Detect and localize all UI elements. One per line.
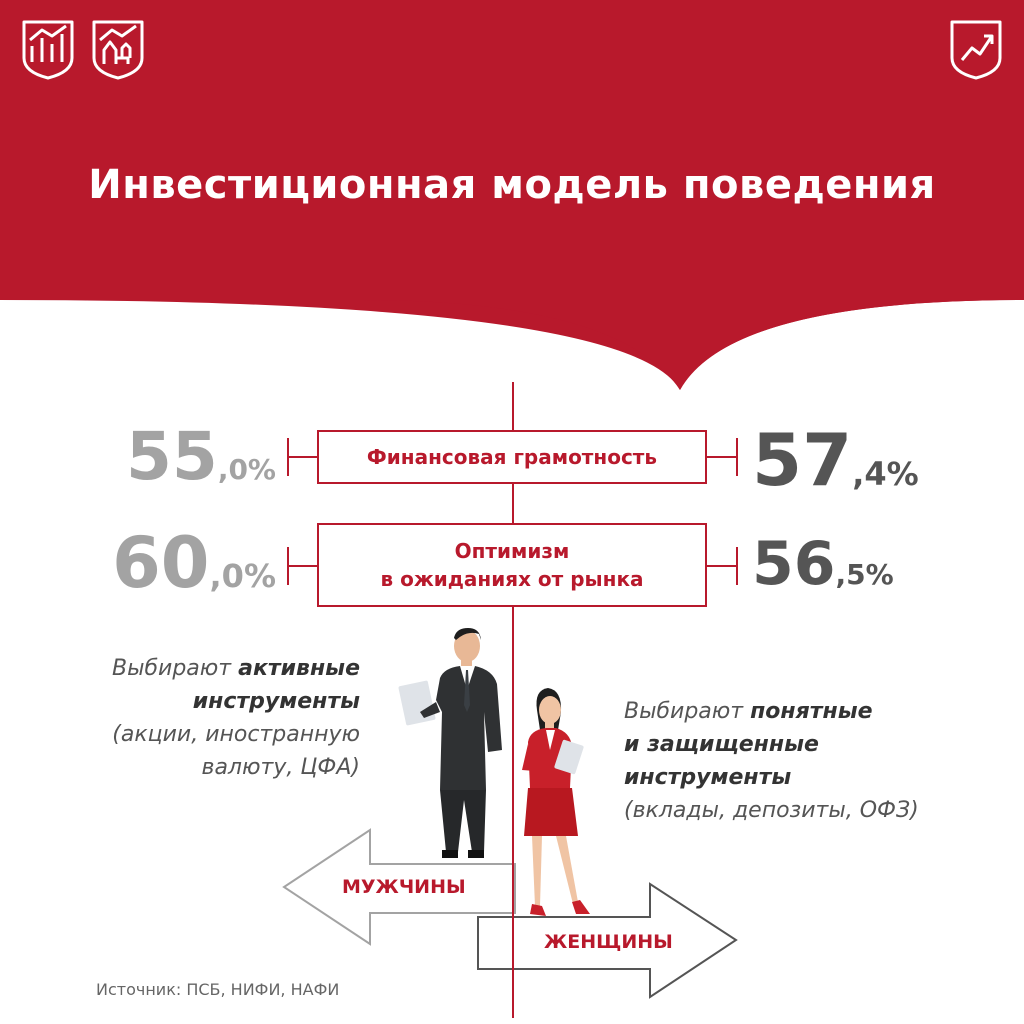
women-literacy-value [752,418,982,502]
men-arrow-label: МУЖЧИНЫ [342,876,466,898]
men-optimism-dec: ,0% [209,557,276,595]
men-desc-line4: валюту, ЦФА) [201,755,360,780]
women-literacy-dec: ,4% [852,455,919,493]
man-illustration [398,628,502,858]
metric-label-optimism [318,524,706,606]
women-literacy-int: 57 [752,418,853,502]
metric-literacy-text: Финансовая грамотность [366,445,658,469]
men-desc-line3: (акции, иностранную [112,722,360,747]
men-desc-prefix: Выбирают [112,656,232,681]
metric-label-literacy [318,431,706,483]
source-note: Источник: ПСБ, НИФИ, НАФИ [96,980,340,999]
women-optimism-int: 56 [752,529,836,599]
men-literacy-dec: ,0% [217,453,276,486]
women-desc-line4: (вклады, депозиты, ОФЗ) [624,798,919,823]
women-desc-bold-2: и защищенные [624,732,819,757]
men-desc-bold-2: инструменты [192,689,360,714]
women-desc-prefix: Выбирают [624,699,744,724]
men-desc-bold-1: активные [238,656,360,681]
men-literacy-int: 55 [125,418,218,495]
men-optimism-int: 60 [112,522,210,604]
women-description [624,695,1004,827]
page-title: Инвестиционная модель поведения [88,162,936,208]
women-desc-bold-3: инструменты [624,765,792,790]
men-description [40,652,360,784]
metric-optimism-line2: в ожиданиях от рынка [380,567,644,591]
women-optimism-dec: ,5% [835,558,894,591]
women-optimism-value [752,529,982,599]
men-literacy-value [90,418,276,495]
metric-optimism-line1: Оптимизм [454,539,570,563]
men-optimism-value [70,522,276,604]
women-arrow-label: ЖЕНЩИНЫ [544,931,673,953]
woman-illustration [522,688,590,916]
women-desc-bold-1: понятные [750,699,873,724]
